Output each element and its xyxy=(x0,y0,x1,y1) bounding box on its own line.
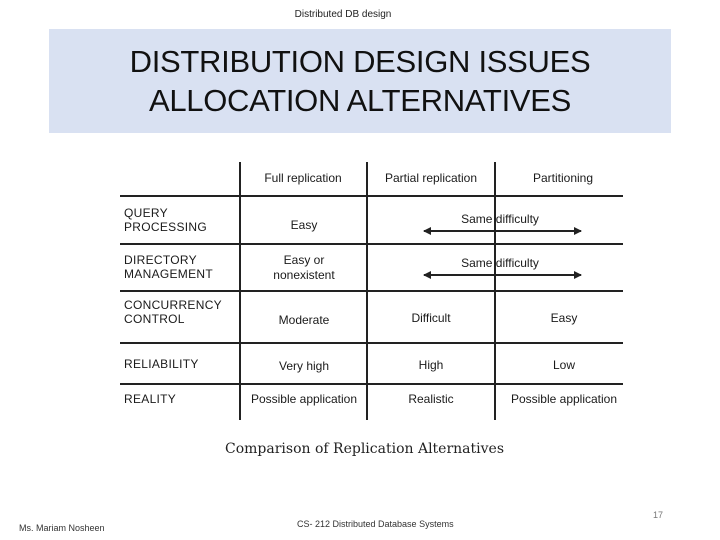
row-label-query-processing: QUERY PROCESSING xyxy=(124,206,208,234)
table-rule xyxy=(120,383,623,385)
row-label-directory-management: DIRECTORY MANAGEMENT xyxy=(124,253,214,281)
cell-reality-full: Possible application xyxy=(250,392,358,406)
table-column-divider xyxy=(494,162,496,420)
page-number: 17 xyxy=(653,510,664,520)
cell-reality-partitioning: Possible application xyxy=(510,392,618,406)
cell-reliability-partial: High xyxy=(418,358,444,372)
cell-concurrency-partitioning: Easy xyxy=(550,311,578,325)
table-rule xyxy=(120,342,623,344)
cell-query-full: Easy xyxy=(290,218,318,232)
table-caption: Comparison of Replication Alternatives xyxy=(225,441,505,457)
table-rule xyxy=(120,243,623,245)
cell-query-same-difficulty: Same difficulty xyxy=(461,212,539,226)
row-label-reality: REALITY xyxy=(124,392,177,406)
double-arrow xyxy=(424,274,581,276)
table-column-divider xyxy=(366,162,368,420)
slide-title-line-2: ALLOCATION ALTERNATIVES xyxy=(148,83,572,118)
slide-header: Distributed DB design xyxy=(294,9,392,20)
cell-reliability-partitioning: Low xyxy=(552,358,576,372)
slide-title-line-1: DISTRIBUTION DESIGN ISSUES xyxy=(129,44,591,79)
column-header-full-replication: Full replication xyxy=(264,171,342,185)
double-arrow xyxy=(424,230,581,232)
table-column-divider xyxy=(239,162,241,420)
column-header-partial-replication: Partial replication xyxy=(384,171,478,185)
table-rule xyxy=(120,195,623,197)
cell-reality-partial: Realistic xyxy=(408,392,454,406)
cell-concurrency-full: Moderate xyxy=(278,313,330,327)
cell-reliability-full: Very high xyxy=(278,359,330,373)
column-header-partitioning: Partitioning xyxy=(532,171,594,185)
row-label-concurrency-control: CONCURRENCY CONTROL xyxy=(124,298,222,326)
cell-directory-same-difficulty: Same difficulty xyxy=(461,256,539,270)
footer-author: Ms. Mariam Nosheen xyxy=(19,523,105,533)
cell-concurrency-partial: Difficult xyxy=(411,311,451,325)
cell-directory-full: Easy or nonexistent xyxy=(273,253,335,282)
table-rule xyxy=(120,290,623,292)
footer-course: CS- 212 Distributed Database Systems xyxy=(297,519,454,529)
row-label-reliability: RELIABILITY xyxy=(124,357,199,371)
